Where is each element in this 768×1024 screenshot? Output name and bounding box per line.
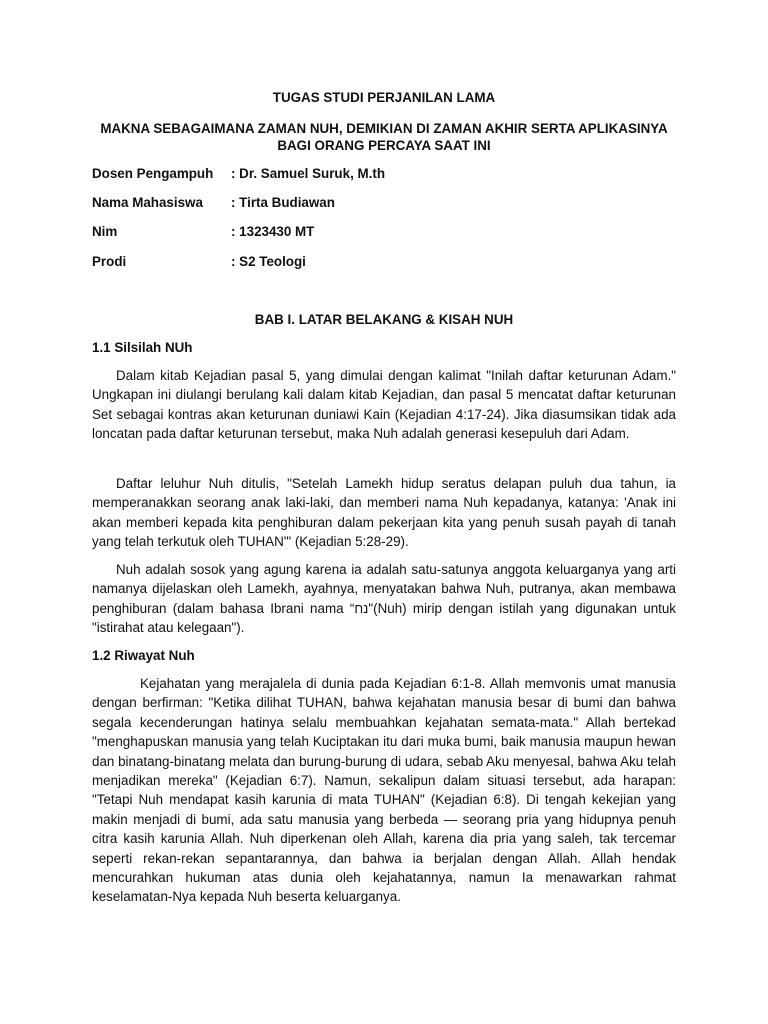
section-heading-1-1: 1.1 Silsilah NUh: [92, 340, 193, 355]
paragraph-genealogy-2: Daftar leluhur Nuh ditulis, "Setelah Lamekh hidup seratus delapan puluh dua tahun, ia memperanakkan seorang anak laki-laki, dan memberi nama Nuh kepadanya, katanya: 'Anak ini akan memberi kepada kita penghiburan dalam pekerjaan kita yang penuh susah payah di tanah yang telah terkutuk oleh TUHAN'" (Kejadian 5:28-29).: [92, 476, 676, 550]
meta-value-student: : Tirta Budiawan: [231, 195, 335, 210]
paper-title: MAKNA SEBAGAIMANA ZAMAN NUH, DEMIKIAN DI ZAMAN AKHIR SERTA APLIKASINYA BAGI ORANG PERCAYA SAAT INI: [100, 121, 668, 153]
meta-label-program: Prodi: [92, 254, 127, 269]
section-heading-1-2: 1.2 Riwayat Nuh: [92, 648, 195, 663]
meta-value-nim: : 1323430 MT: [231, 224, 315, 239]
meta-value-lecturer: : Dr. Samuel Suruk, M.th: [231, 166, 386, 181]
meta-value-program: : S2 Teologi: [231, 254, 306, 269]
meta-label-student: Nama Mahasiswa: [92, 195, 203, 210]
paragraph-history-1: Kejahatan yang merajalela di dunia pada Kejadian 6:1-8. Allah memvonis umat manusia dengan berfirman: "Ketika dilihat TUHAN, bahwa kejahatan manusia besar di bumi dan bahwa segala kecenderungan hatinya selalu membuahkan kejahatan semata-mata." Allah bertekad "menghapuskan manusia yang telah Kuciptakan itu dari muka bumi, baik manusia maupun hewan dan binatang-binatang melata dan burung-burung di udara, sebab Aku menyesal, bahwa Aku telah menjadikan mereka" (Kejadian 6:7). Namun, sekalipun dalam situasi tersebut, ada harapan: "Tetapi Nuh mendapat kasih karunia di mata TUHAN" (Kejadian 6:8). Di tengah kekejian yang makin menjadi di bumi, ada satu manusia yang berbeda — seorang pria yang hidupnya penuh citra kasih karunia Allah. Nuh diperkenan oleh Allah, karena dia pria yang saleh, tak tercemar seperti rekan-rekan sepantarannya, dan bahwa ia berjalan dengan Allah. Allah hendak mencurahkan hukuman atas dunia oleh kejahatannya, namun Ia menawarkan rahmat keselamatan-Nya kepada Nuh beserta keluarganya.: [92, 676, 676, 905]
meta-label-nim: Nim: [92, 224, 118, 239]
course-title: TUGAS STUDI PERJANILAN LAMA: [272, 90, 496, 105]
meta-label-lecturer: Dosen Pengampuh: [92, 166, 214, 181]
chapter-title: BAB I. LATAR BELAKANG & KISAH NUH: [254, 312, 514, 327]
paragraph-genealogy-1: Dalam kitab Kejadian pasal 5, yang dimulai dengan kalimat "Inilah daftar keturunan Adam." Ungkapan ini diulangi berulang kali dalam kitab Kejadian, dan pasal 5 mencatat daftar keturunan Set sebagai kontras akan keturunan duniawi Kain (Kejadian 4:17-24). Jika diasumsikan tidak ada loncatan pada daftar keturunan tersebut, maka Nuh adalah generasi kesepuluh dari Adam.: [92, 368, 676, 442]
paragraph-genealogy-3: Nuh adalah sosok yang agung karena ia adalah satu-satunya anggota keluarganya yang arti namanya dijelaskan oleh Lamekh, ayahnya, menyatakan bahwa Nuh, putranya, akan membawa penghiburan (dalam bahasa Ibrani nama “נח"(Nuh) mirip dengan istilah yang digunakan untuk "istirahat atau kelegaan").: [92, 562, 677, 636]
